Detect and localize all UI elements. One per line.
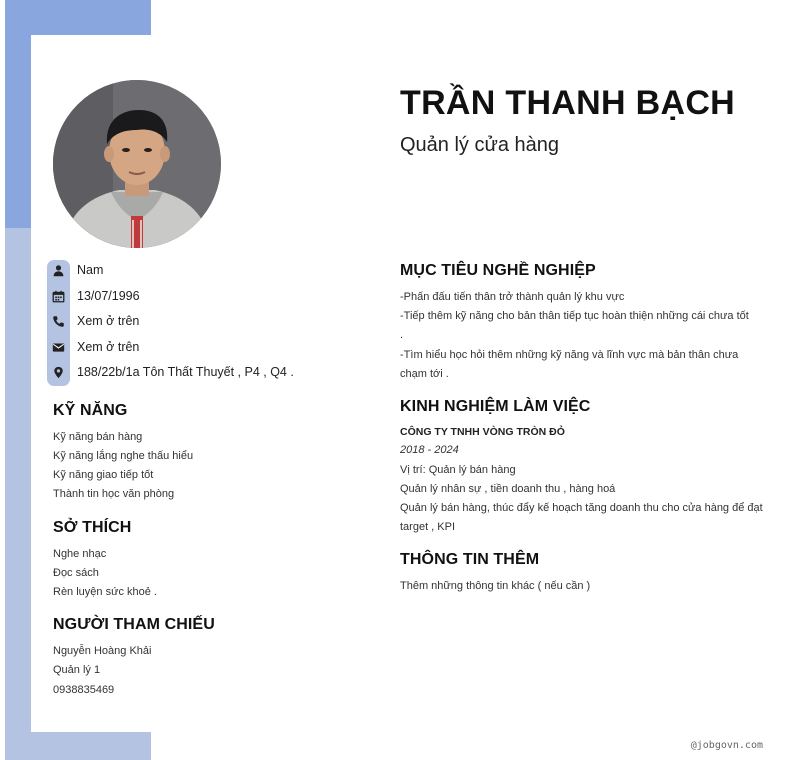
work-period: 2018 - 2024 [400,444,459,456]
experience-line: Quản lý bán hàng, thúc đẩy kế hoạch tăng doanh thu cho cửa hàng để đạt [400,502,763,514]
birthdate-text: 13/07/1996 [77,289,140,303]
contact-birthdate [50,288,140,304]
calendar-icon [50,288,66,304]
extra-info-heading: THÔNG TIN THÊM [400,551,540,568]
skills-heading: KỸ NĂNG [53,402,128,419]
reference-item: Nguyễn Hoàng Khải [53,645,152,657]
objective-heading: MỤC TIÊU NGHỀ NGHIỆP [400,262,596,279]
experience-line: target , KPI [400,521,456,533]
hobby-item: Rèn luyện sức khoẻ . [53,586,157,598]
email-icon [50,339,66,355]
skill-item: Kỹ năng lắng nghe thấu hiểu [53,450,194,462]
gender-text: Nam [77,263,104,277]
location-pin-icon [50,364,66,380]
hobby-item: Nghe nhạc [53,548,107,560]
experience-line: Vị trí: Quản lý bán hàng [400,464,516,476]
experience-heading: KINH NGHIỆM LÀM VIỆC [400,398,591,415]
extra-info-text: Thêm những thông tin khác ( nếu cần ) [400,580,591,592]
reference-item: Quản lý 1 [53,664,101,676]
objective-line: -Tìm hiểu học hỏi thêm những kỹ năng và lĩnh vực mà bản thân chưa [400,349,739,361]
hobby-item: Đọc sách [53,567,99,579]
experience-line: Quản lý nhân sự , tiền doanh thu , hàng hoá [400,483,616,495]
contact-address [50,364,294,380]
contact-gender [50,262,103,278]
objective-line: -Tiếp thêm kỹ năng cho bản thân tiếp tục hoàn thiện những cái chưa tốt [400,310,749,322]
objective-line: . [400,329,404,341]
address-text: 188/22b/1a Tôn Thất Thuyết , P4 , Q4 . [77,365,294,379]
skill-item: Kỹ năng bán hàng [53,431,143,443]
contact-email [50,339,139,355]
person-icon [50,262,66,278]
profile-photo [53,80,221,248]
email-text: Xem ở trên [77,340,140,354]
reference-item: 0938835469 [53,684,115,696]
skill-item: Thành tin học văn phòng [53,488,175,500]
candidate-title: Quản lý cửa hàng [400,134,560,156]
candidate-name: TRẦN THANH BẠCH [400,84,736,122]
hobbies-heading: SỞ THÍCH [53,519,132,536]
references-heading: NGƯỜI THAM CHIẾU [53,616,215,633]
watermark-text: @jobgovn.com [690,740,763,751]
skill-item: Kỹ năng giao tiếp tốt [53,469,154,481]
objective-line: chạm tới . [400,368,449,380]
contact-phone [50,313,139,329]
objective-line: -Phấn đấu tiến thân trở thành quản lý khu vực [400,291,625,303]
company-name: CÔNG TY TNHH VÒNG TRÒN ĐỎ [400,426,565,438]
phone-text: Xem ở trên [77,314,140,328]
phone-icon [50,313,66,329]
